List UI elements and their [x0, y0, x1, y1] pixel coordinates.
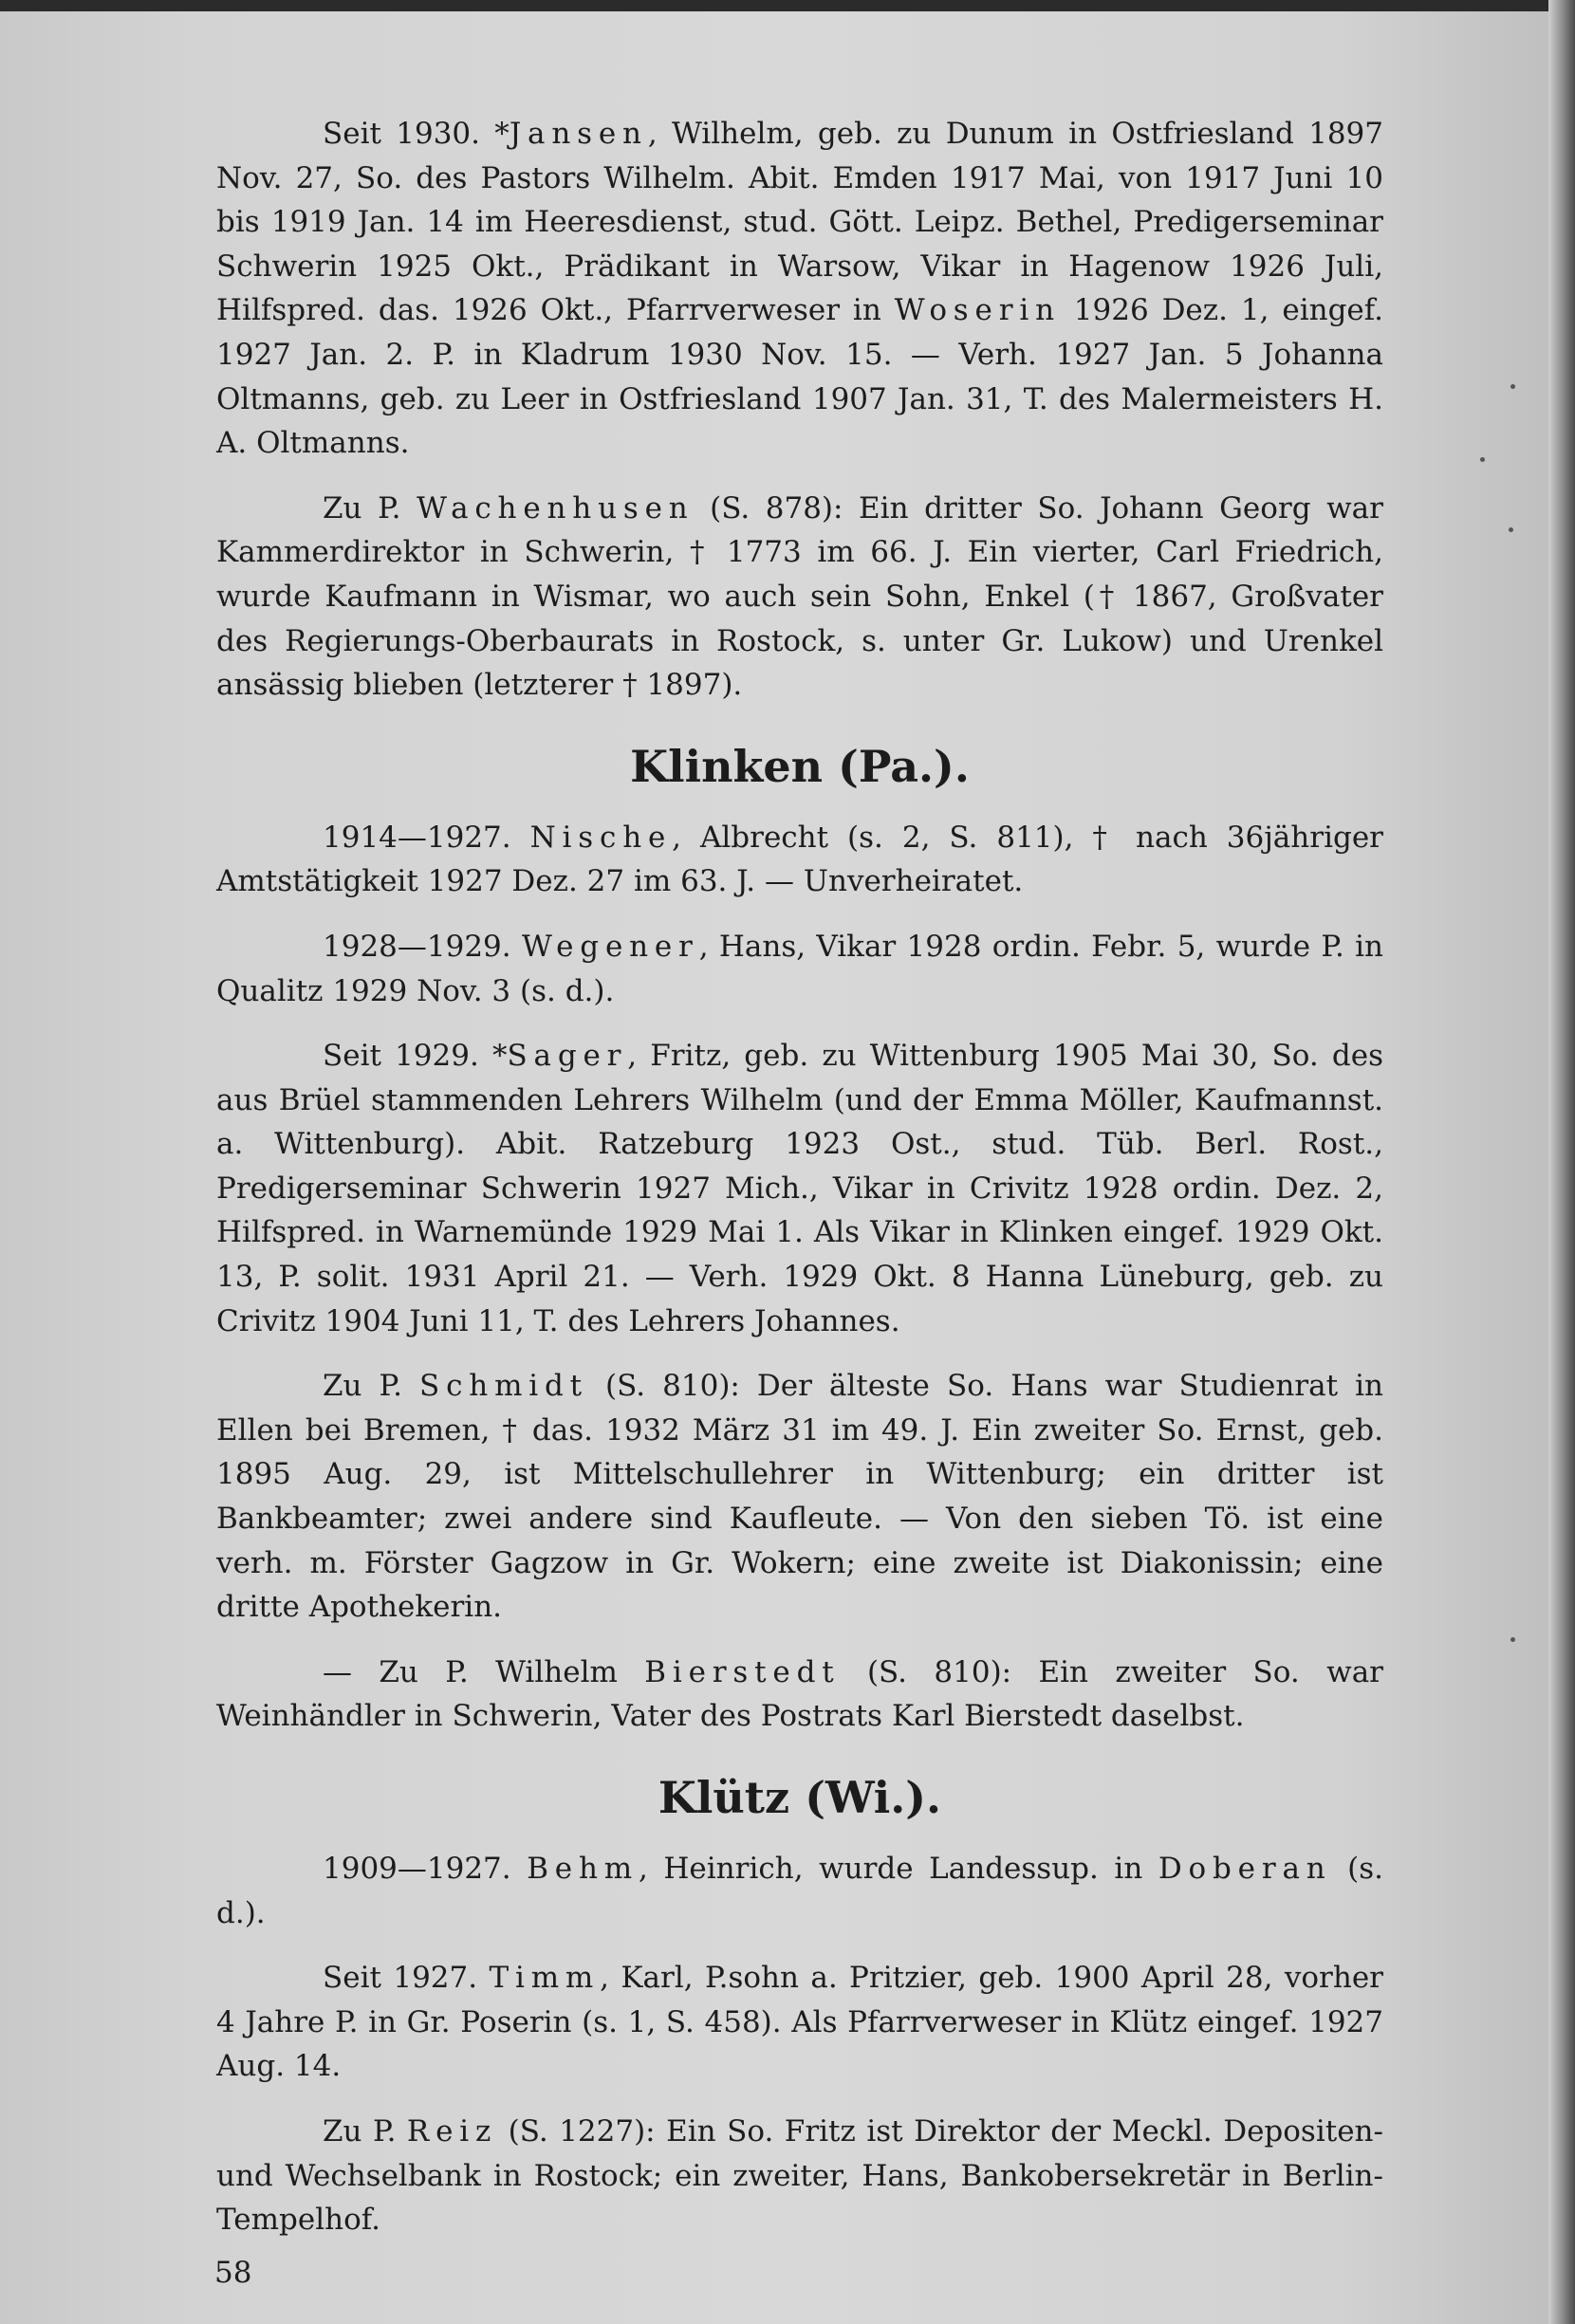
spaced-name: Wachenhusen: [417, 490, 695, 526]
text-run: , Albrecht (s. 2, S. 811), † nach 36jähriger Amtstätigkeit 1927 Dez. 27 im 63. J. — Unverheiratet.: [216, 820, 1383, 899]
speck: [1509, 527, 1513, 532]
entry-paragraph: [216, 1847, 1383, 1935]
entry-paragraph: [216, 1034, 1383, 1343]
text-run: (S. 810): Ein zweiter So. war Weinhändler in Schwerin, Vater des Postrats Karl Bierstedt daselbst.: [216, 1654, 1383, 1734]
spaced-name: Wegener: [521, 929, 699, 964]
text-run: (S. 1227): Ein So. Fritz ist Direktor der Meckl. Depositen- und Wechselbank in Rostock; ein zweiter, Hans, Bankobersekretär in Berlin-Tempelhof.: [216, 2113, 1383, 2238]
entry-paragraph: [216, 1364, 1383, 1630]
entry-paragraph: [216, 487, 1383, 708]
spaced-name: Sager: [507, 1039, 628, 1074]
text-run: (S. 810): Der älteste So. Hans war Studienrat in Ellen bei Bremen, † das. 1932 März 31 im 49. J. Ein zweiter So. Ernst, geb. 1895 Aug. 29, ist Mittelschullehrer in Wittenburg; ein dritter ist Bankbeamter; zwei andere sind Kaufleute. — Von den sieben Tö. ist eine verh. m. Förster Gagzow in Gr. Wokern; eine zweite ist Diakonissin; eine dritte Apothekerin.: [216, 1369, 1383, 1625]
entry-paragraph: [216, 1651, 1383, 1739]
text-run: 1909—1927.: [323, 1852, 528, 1886]
spaced-name: Nische: [529, 820, 673, 855]
entry-paragraph: [216, 2110, 1383, 2242]
text-run: , Heinrich, wurde Landessup. in: [638, 1852, 1158, 1886]
section-heading: Klütz (Wi.).: [658, 1772, 942, 1823]
speck: [1510, 1637, 1515, 1642]
scan-right-edge: [1548, 0, 1575, 2324]
text-run: Seit 1927.: [323, 1961, 490, 1996]
text-run: 1926 Dez. 1, eingef. 1927 Jan. 2. P. in Kladrum 1930 Nov. 15. — Verh. 1927 Jan. 5 Johanna Oltmanns, geb. zu Leer in Ostfriesland 1907 Jan. 31, T. des Malermeisters H. A. Oltmanns.: [216, 293, 1383, 461]
entry-paragraph: [216, 112, 1383, 466]
text-run: Zu P.: [323, 2113, 407, 2149]
entry-paragraph: [216, 925, 1383, 1013]
spaced-name: Timm: [489, 1961, 601, 1996]
text-run: , Wilhelm, geb. zu Dunum in Ostfriesland 1897 Nov. 27, So. des Pastors Wilhelm. Abit. Emden 1917 Mai, von 1917 Juni 10 bis 1919 Jan. 14 im Heeresdienst, stud. Gött. Leipz. Bethel, Predigerseminar Schwerin 1925 Okt., Prädikant in Warsow, Vikar in Hagenow 1926 Juli, Hilfspred. das. 1926 Okt., Pfarrverweser in: [216, 117, 1383, 328]
speck: [1510, 384, 1515, 389]
entry-paragraph: [216, 1956, 1383, 2089]
spaced-name: Schmidt: [419, 1369, 588, 1404]
spaced-name: Jansen: [509, 117, 648, 151]
scan-top-border: [0, 0, 1575, 11]
text-run: Zu P.: [323, 490, 417, 526]
text-run: , Fritz, geb. zu Wittenburg 1905 Mai 30, So. des aus Brüel stammenden Lehrers Wilhelm (und der Emma Möller, Kaufmannst. a. Wittenburg). Abit. Ratzeburg 1923 Ost., stud. Tüb. Berl. Rost., Predigerseminar Schwerin 1927 Mich., Vikar in Crivitz 1928 ordin. Dez. 2, Hilfspred. in Warnemünde 1929 Mai 1. Als Vikar in Klinken eingef. 1929 Okt. 13, P. solit. 1931 April 21. — Verh. 1929 Okt. 8 Hanna Lüneburg, geb. zu Crivitz 1904 Juni 11, T. des Lehrers Johannes.: [216, 1039, 1383, 1338]
spaced-name: Reiz: [406, 2113, 498, 2149]
text-run: Seit 1930. *: [323, 117, 510, 151]
text-run: , Karl, P.sohn a. Pritzier, geb. 1900 April 28, vorher 4 Jahre P. in Gr. Poserin (s. 1, S. 458). Als Pfarrverweser in Klütz eingef. 1927 Aug. 14.: [216, 1961, 1383, 2084]
entry-paragraph: [216, 816, 1383, 904]
spaced-name: Doberan: [1158, 1852, 1332, 1886]
text-run: 1928—1929.: [323, 929, 522, 964]
text-run: (s. d.).: [216, 1852, 1383, 1930]
spaced-name: Bierstedt: [644, 1654, 841, 1689]
text-run: — Zu P. Wilhelm: [323, 1654, 645, 1689]
text-run: Zu P.: [323, 1369, 420, 1404]
spaced-name: Behm: [527, 1852, 639, 1886]
speck: [1480, 457, 1485, 462]
spaced-name: Woserin: [894, 293, 1061, 328]
text-run: (S. 878): Ein dritter So. Johann Georg war Kammerdirektor in Schwerin, † 1773 im 66. J. Ein vierter, Carl Friedrich, wurde Kaufmann in Wismar, wo auch sein Sohn, Enkel († 1867, Großvater des Regierungs-Oberbaurats in Rostock, s. unter Gr. Lukow) und Urenkel ansässig blieben (letzterer † 1897).: [216, 490, 1383, 703]
text-run: 1914—1927.: [323, 820, 530, 855]
page-number: 58: [214, 2256, 252, 2290]
page-body-text: [216, 112, 1383, 2263]
text-run: Seit 1929. *: [323, 1039, 508, 1074]
text-run: , Hans, Vikar 1928 ordin. Febr. 5, wurde P. in Qualitz 1929 Nov. 3 (s. d.).: [216, 929, 1384, 1008]
section-heading: Klinken (Pa.).: [630, 740, 970, 792]
